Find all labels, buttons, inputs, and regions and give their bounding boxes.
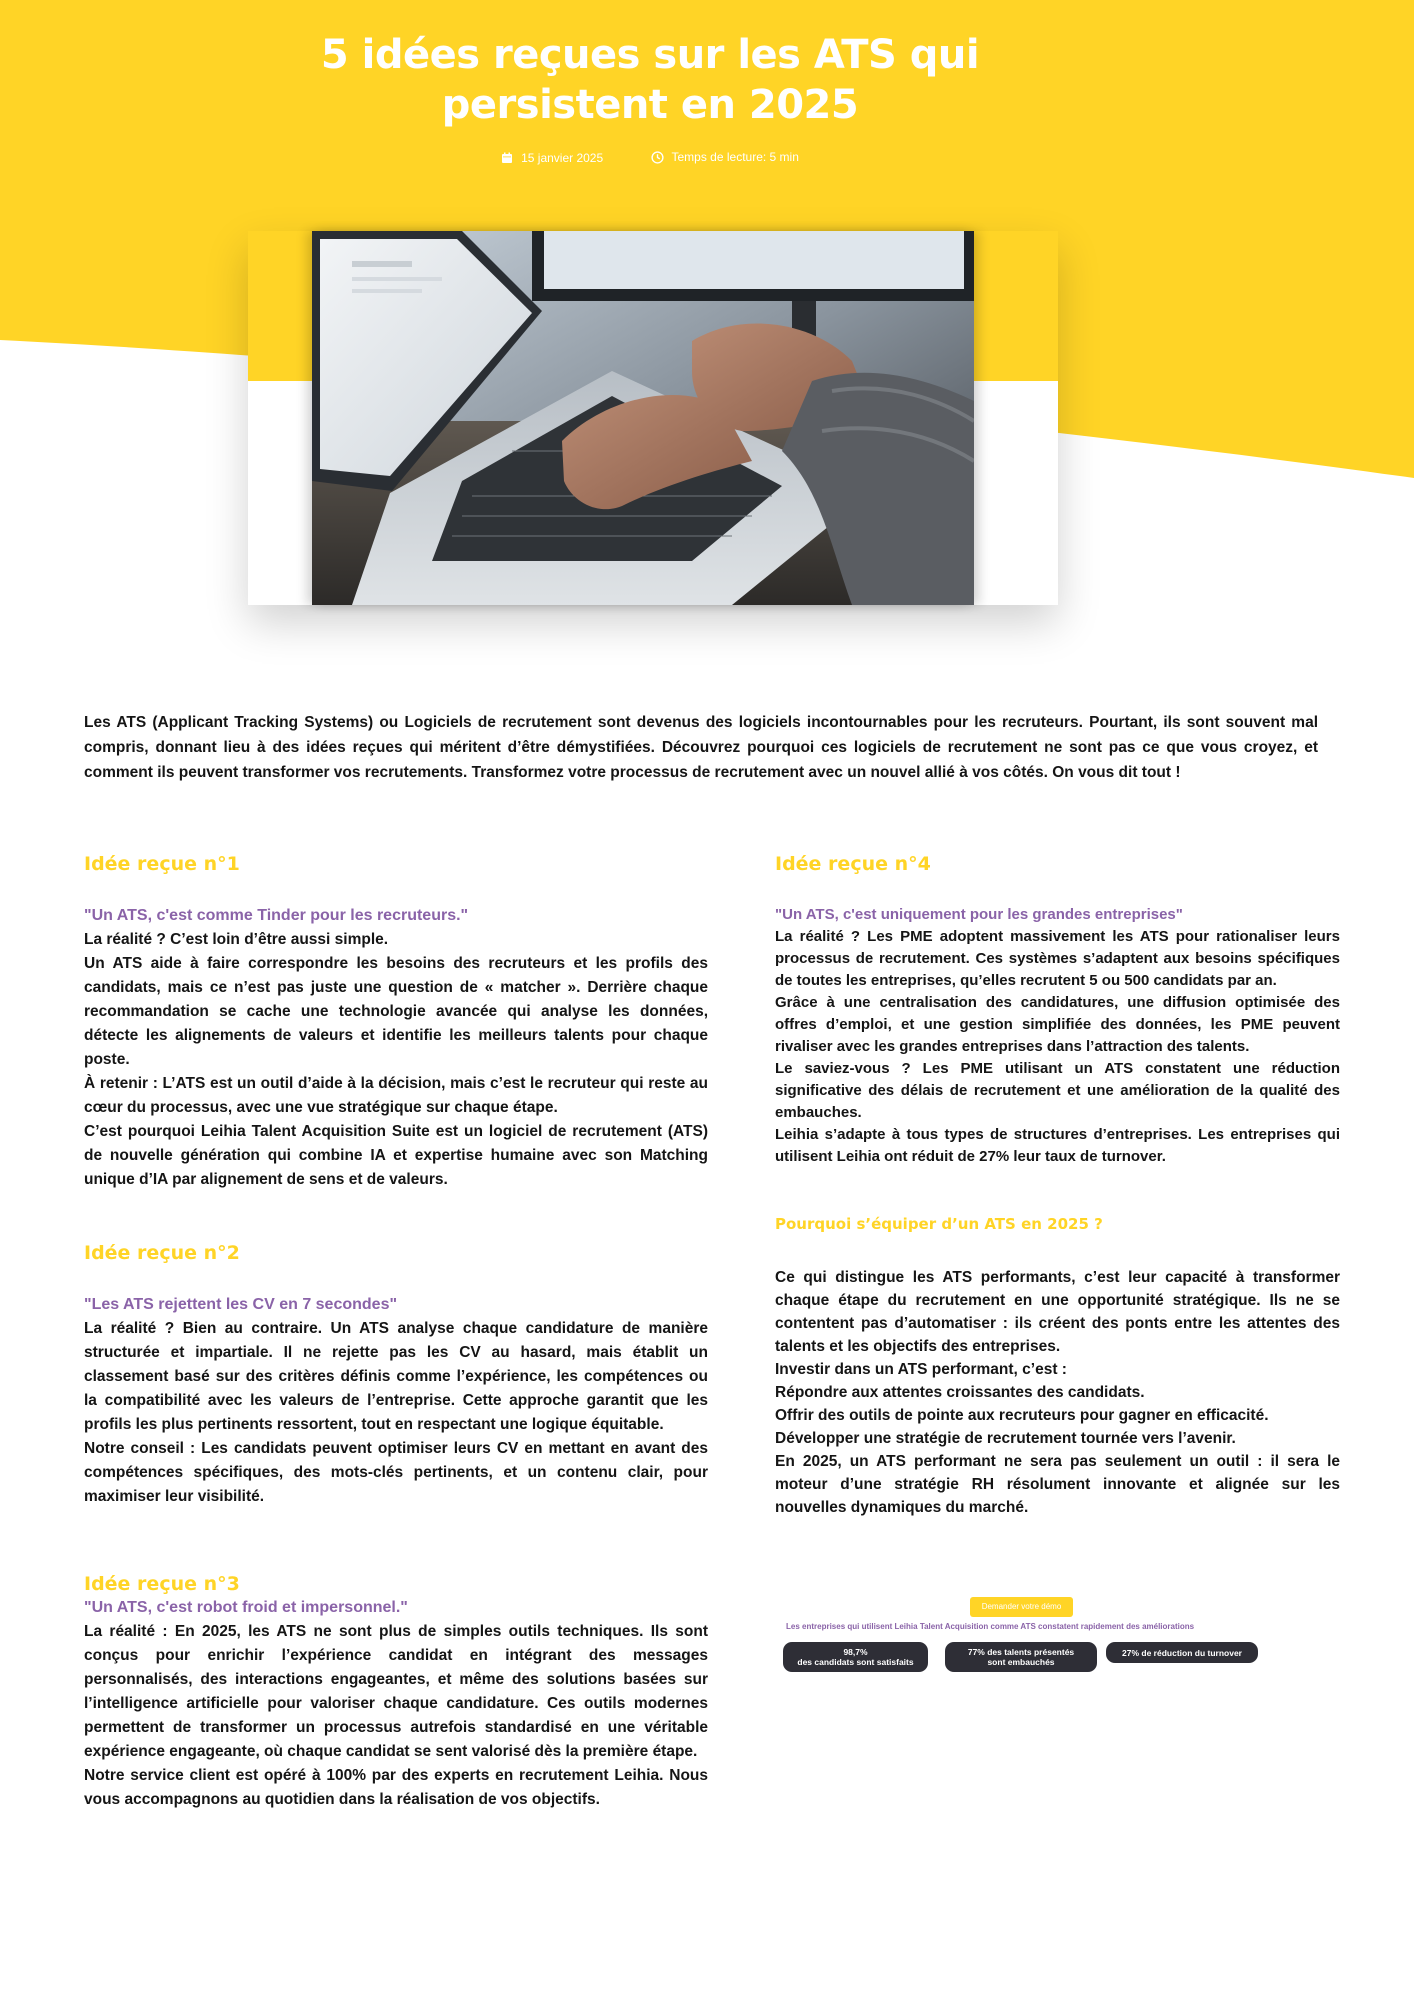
stat-value: 77% des talents présentés [967,1647,1075,1657]
idea-4-quote: "Un ATS, c'est uniquement pour les grandes entreprises" [775,906,1183,923]
stat-label: des candidats sont satisfaits [797,1657,914,1667]
why-ats-paragraph: En 2025, un ATS performant ne sera pas seulement un outil : il sera le moteur d’une stratégie RH résolument innovante et alignée sur les nouvelles dynamiques du marché. [775,1453,1340,1516]
clock-icon [651,151,664,164]
article-meta [0,150,1300,167]
idea-3-quote: "Un ATS, c'est robot froid et impersonnel." [84,1599,408,1616]
hero-image-card [248,231,1058,605]
idea-1-paragraph: C’est pourquoi Leihia Talent Acquisition Suite est un logiciel de recrutement (ATS) de nouvelle génération qui combine IA et expertise humaine avec son Matching unique d’IA par alignement de sens et de valeurs. [84,1123,708,1188]
idea-1-paragraph: La réalité ? C’est loin d’être aussi simple. [84,931,389,948]
idea-4-heading: Idée reçue n°4 [775,853,931,875]
page-title: 5 idées reçues sur les ATS qui persistent en 2025 [320,32,980,128]
idea-1-paragraph: Un ATS aide à faire correspondre les besoins des recruteurs et les profils des candidats, mais ce n’est pas juste une question de « matcher ». Derrière chaque recommandation se cache une technologie avancée qui analyse les données, détecte les alignements de valeurs et identifie les meilleurs talents pour chaque poste. [84,955,708,1068]
reading-time [651,150,799,164]
idea-1-quote: "Un ATS, c'est comme Tinder pour les recruteurs." [84,907,469,924]
idea-3-section [84,1572,708,1812]
stat-value: 98,7% [843,1647,868,1657]
why-ats-paragraph: Ce qui distingue les ATS performants, c’est leur capacité à transformer chaque étape du recrutement en une opportunité stratégique. Ils ne se contentent pas d’automatiser : ils créent des ponts entre les attentes des talents et les objectifs des entreprises. [775,1269,1340,1355]
reading-time-text: Temps de lecture: 5 min [671,150,799,164]
idea-4-paragraph: Le saviez-vous ? Les PME utilisant un ATS constatent une réduction significative des délais de recrutement et une amélioration de la qualité des embauches. [775,1060,1340,1121]
idea-4-section [775,852,1340,1168]
idea-1-heading: Idée reçue n°1 [84,853,240,875]
idea-1-paragraph: À retenir : L’ATS est un outil d’aide à la décision, mais c’est le recruteur qui reste au cœur du processus, avec une vue stratégique sur chaque étape. [84,1075,708,1116]
why-ats-list-item: Répondre aux attentes croissantes des candidats. [775,1384,1145,1401]
stat-label: sont embauchés [987,1657,1055,1667]
idea-3-paragraph: La réalité : En 2025, les ATS ne sont plus de simples outils techniques. Ils sont conçus pour enrichir l’expérience candidat en intégrant des messages personnalisés, des interactions engageantes, et même des solutions basées sur l’intelligence artificielle pour valoriser chaque candidature. Ces outils modernes permettent de transformer un processus autrefois standardisé en une véritable expérience engageante, où chaque candidat se sent valorisé dès la première étape. [84,1623,708,1760]
why-ats-paragraph: Investir dans un ATS performant, c’est : [775,1361,1067,1378]
idea-3-paragraph: Notre service client est opéré à 100% par des experts en recrutement Leihia. Nous vous accompagnons au quotidien dans la réalisation de vos objectifs. [84,1767,708,1808]
idea-3-heading: Idée reçue n°3 [84,1573,240,1595]
stat-pill-turnover: 27% de réduction du turnover [1106,1642,1258,1663]
date-text: 15 janvier 2025 [521,150,604,165]
stat-pill-hired [945,1642,1097,1672]
laptop-photo-illustration [312,231,974,605]
intro-paragraph: Les ATS (Applicant Tracking Systems) ou Logiciels de recrutement sont devenus des logiciels incontournables pour les recruteurs. Pourtant, ils sont souvent mal compris, donnant lieu à des idées reçues qui méritent d’être démystifiées. Découvrez pourquoi ces logiciels de recrutement ne sont pas ce que vous croyez, et comment ils peuvent transformer vos recrutements. Transformez votre processus de recrutement avec un nouvel allié à vos côtés. On vous dit tout ! [84,714,1318,781]
publish-date [501,151,603,165]
idea-2-section [84,1241,708,1509]
idea-2-heading: Idée reçue n°2 [84,1242,240,1264]
idea-2-paragraph: La réalité ? Bien au contraire. Un ATS analyse chaque candidature de manière structurée et impartiale. Il ne rejette pas les CV au hasard, mais établit un classement basé sur des critères définis comme l’expérience, les compétences ou la compatibilité avec les valeurs de l’entreprise. Cette approche garantit que les profils les plus pertinents ressortent, tout en respectant une logique équitable. [84,1320,708,1433]
hero-photo-laptop-typing [312,231,974,605]
stats-title: Les entreprises qui utilisent Leihia Talent Acquisition comme ATS constatent rapidement des améliorations [786,1622,1195,1631]
request-demo-button[interactable]: Demander votre démo [970,1597,1073,1617]
idea-4-paragraph: Grâce à une centralisation des candidatures, une diffusion optimisée des offres d’emploi, et une gestion simplifiée des données, les PME peuvent rivaliser avec les grandes entreprises dans l’attraction des talents. [775,994,1340,1055]
calendar-icon [501,152,513,164]
idea-4-paragraph: La réalité ? Les PME adoptent massivement les ATS pour rationaliser leurs processus de recrutement. Ces systèmes s’adaptent aux besoins spécifiques de toutes les entreprises, qu’elles recrutent 5 ou 500 candidats par an. [775,928,1340,989]
why-ats-heading: Pourquoi s’équiper d’un ATS en 2025 ? [775,1215,1103,1233]
why-ats-list-item: Offrir des outils de pointe aux recruteurs pour gagner en efficacité. [775,1407,1269,1424]
idea-2-quote: "Les ATS rejettent les CV en 7 secondes" [84,1296,398,1313]
idea-4-paragraph: Leihia s’adapte à tous types de structures d’entreprises. Les entreprises qui utilisent Leihia ont réduit de 27% leur taux de turnover. [775,1126,1340,1165]
idea-2-paragraph: Notre conseil : Les candidats peuvent optimiser leurs CV en mettant en avant des compétences spécifiques, des mots-clés pertinents, et un contenu clair, pour maximiser leur visibilité. [84,1440,708,1505]
idea-1-section [84,852,708,1192]
stat-pill-satisfaction [783,1642,928,1672]
why-ats-section [775,1212,1340,1519]
why-ats-list-item: Développer une stratégie de recrutement tournée vers l’avenir. [775,1430,1236,1447]
